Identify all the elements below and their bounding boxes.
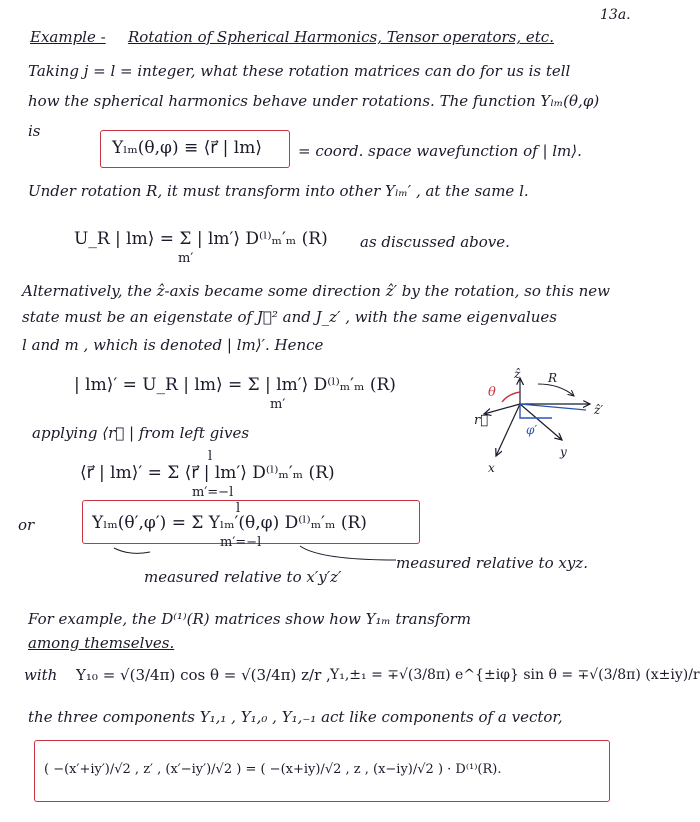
- r-rotation-arc: [538, 384, 574, 396]
- line-10: among themselves.: [28, 634, 175, 652]
- eq5-sum-bottom: m′=−l: [220, 535, 262, 550]
- example-label: Example -: [30, 28, 106, 46]
- rvec-label: r⃗: [474, 413, 489, 428]
- y-label: y: [560, 445, 567, 459]
- x-label: x: [488, 461, 495, 475]
- eq6-y10: Y₁₀ = √(3/4π) cos θ = √(3/4π) z/r ,: [76, 666, 331, 684]
- theta-label: θ: [488, 385, 496, 400]
- brace-left: [114, 548, 150, 553]
- eq5-content: Yₗₘ(θ′,φ′) = Σ Yₗₘ′(θ,φ) D⁽ˡ⁾ₘ′ₘ (R): [92, 513, 367, 533]
- eq7-content: ( −(x′+iy′)/√2 , z′ , (x′−iy′)/√2 ) = ( −(x+iy)/√2 , z , (x−iy)/√2 ) · D⁽¹⁾(R).: [44, 762, 502, 777]
- zhat-label: ẑ: [514, 367, 521, 381]
- note-xyz: measured relative to xyz.: [396, 554, 588, 572]
- line-5: Alternatively, the ẑ-axis became some direction ẑ′ by the rotation, so this new: [22, 282, 610, 300]
- theta-arc: [502, 392, 520, 402]
- eq3-sum-index: m′: [270, 397, 286, 412]
- blue-projection: [520, 404, 586, 410]
- eq3: | lm⟩′ = U_R | lm⟩ = Σ | lm′⟩ D⁽ˡ⁾ₘ′ₘ (R): [74, 375, 396, 395]
- title-text: Rotation of Spherical Harmonics, Tensor operators, etc.: [128, 28, 554, 46]
- line-7: l and m , which is denoted | lm⟩′. Hence: [22, 336, 324, 354]
- line-4: Under rotation R, it must transform into other Yₗₘ′ , at the same l.: [28, 182, 529, 200]
- eq5-sum-top: l: [236, 501, 241, 516]
- eq4-sum-top: l: [208, 449, 213, 464]
- r-vector: [484, 404, 520, 414]
- or-label: or: [18, 516, 35, 534]
- eq6-with: with: [24, 666, 58, 684]
- eq2-sum-index: m′: [178, 251, 194, 266]
- line-9: For example, the D⁽¹⁾(R) matrices show how Y₁ₘ transform: [28, 610, 471, 628]
- zprime-label: ẑ′: [594, 403, 604, 417]
- r-label: R: [548, 371, 558, 385]
- line-3: is: [28, 122, 41, 140]
- eq1-content: Yₗₘ(θ,φ) ≡ ⟨r⃗ | lm⟩: [112, 138, 262, 158]
- line-6: state must be an eigenstate of J⃗² and J_z′ , with the same eigenvalues: [22, 308, 557, 326]
- line-8: applying ⟨r⃗ | from left gives: [32, 424, 250, 442]
- eq4: ⟨r⃗ | lm⟩′ = Σ ⟨r⃗ | lm′⟩ D⁽ˡ⁾ₘ′ₘ (R): [80, 463, 335, 483]
- line-2: how the spherical harmonics behave under rotations. The function Yₗₘ(θ,φ): [28, 92, 600, 110]
- line-11: the three components Y₁,₁ , Y₁,₀ , Y₁,₋₁ act like components of a vector,: [28, 708, 563, 726]
- eq1-tail: = coord. space wavefunction of | lm⟩.: [298, 142, 582, 160]
- eq6-y11: Y₁,±₁ = ∓√(3/8π) e^{±iφ} sin θ = ∓√(3/8π) (x±iy)/r: [330, 667, 700, 683]
- eq4-sum-bottom: m′=−l: [192, 485, 234, 500]
- page-number: 13a.: [600, 7, 631, 23]
- phi-label: φ′: [526, 423, 538, 437]
- note-xpypzp: measured relative to x′y′z′: [144, 568, 342, 586]
- brace-right: [300, 546, 396, 560]
- x-axis: [496, 404, 520, 456]
- eq2-note: as discussed above.: [360, 233, 510, 251]
- eq2: U_R | lm⟩ = Σ | lm′⟩ D⁽ˡ⁾ₘ′ₘ (R): [74, 229, 328, 249]
- line-1: Taking j = l = integer, what these rotation matrices can do for us is tell: [28, 62, 571, 80]
